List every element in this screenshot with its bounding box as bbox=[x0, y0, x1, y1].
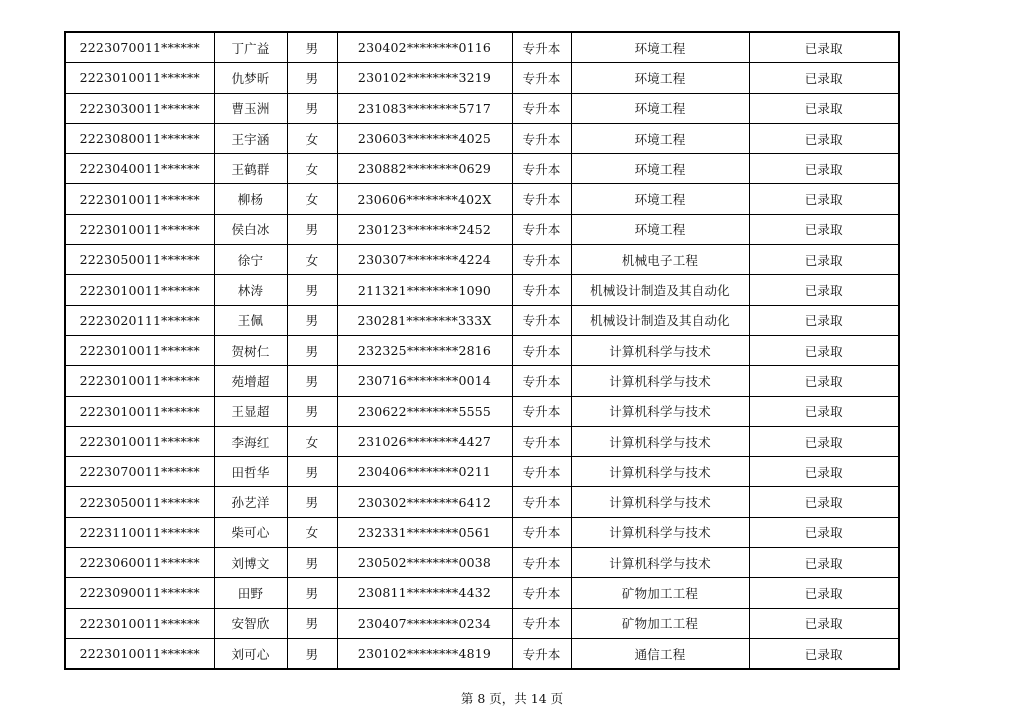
exam-id-cell: 2223060011****** bbox=[65, 548, 214, 578]
id-number-cell: 230606********402X bbox=[337, 184, 512, 214]
status-cell: 已录取 bbox=[749, 214, 899, 244]
major-cell: 矿物加工工程 bbox=[571, 578, 749, 608]
name-cell: 王显超 bbox=[214, 396, 287, 426]
gender-cell: 男 bbox=[287, 396, 337, 426]
major-cell: 计算机科学与技术 bbox=[571, 487, 749, 517]
status-cell: 已录取 bbox=[749, 93, 899, 123]
name-cell: 王宇涵 bbox=[214, 123, 287, 153]
exam-id-cell: 2223050011****** bbox=[65, 245, 214, 275]
name-cell: 柴可心 bbox=[214, 517, 287, 547]
current-page-number: 8 bbox=[477, 691, 486, 706]
level-cell: 专升本 bbox=[512, 305, 571, 335]
status-cell: 已录取 bbox=[749, 245, 899, 275]
gender-cell: 男 bbox=[287, 335, 337, 365]
id-number-cell: 230307********4224 bbox=[337, 245, 512, 275]
id-number-cell: 230123********2452 bbox=[337, 214, 512, 244]
major-cell: 矿物加工工程 bbox=[571, 608, 749, 638]
admission-roster bbox=[64, 31, 898, 670]
table-row bbox=[65, 184, 899, 214]
table-row bbox=[65, 123, 899, 153]
exam-id-cell: 2223030011****** bbox=[65, 93, 214, 123]
exam-id-cell: 2223010011****** bbox=[65, 63, 214, 93]
major-cell: 机械设计制造及其自动化 bbox=[571, 305, 749, 335]
status-cell: 已录取 bbox=[749, 457, 899, 487]
major-cell: 环境工程 bbox=[571, 32, 749, 63]
level-cell: 专升本 bbox=[512, 214, 571, 244]
table-row bbox=[65, 245, 899, 275]
id-number-cell: 230622********5555 bbox=[337, 396, 512, 426]
footer-suffix: 页 bbox=[546, 691, 564, 706]
level-cell: 专升本 bbox=[512, 335, 571, 365]
status-cell: 已录取 bbox=[749, 184, 899, 214]
gender-cell: 女 bbox=[287, 426, 337, 456]
major-cell: 环境工程 bbox=[571, 93, 749, 123]
table-row bbox=[65, 638, 899, 669]
roster-table bbox=[64, 31, 900, 670]
name-cell: 徐宁 bbox=[214, 245, 287, 275]
table-row bbox=[65, 154, 899, 184]
name-cell: 王鹤群 bbox=[214, 154, 287, 184]
exam-id-cell: 2223010011****** bbox=[65, 396, 214, 426]
major-cell: 计算机科学与技术 bbox=[571, 366, 749, 396]
exam-id-cell: 2223010011****** bbox=[65, 426, 214, 456]
gender-cell: 男 bbox=[287, 638, 337, 669]
id-number-cell: 232331********0561 bbox=[337, 517, 512, 547]
exam-id-cell: 2223070011****** bbox=[65, 32, 214, 63]
footer-prefix: 第 bbox=[460, 691, 478, 706]
name-cell: 柳杨 bbox=[214, 184, 287, 214]
gender-cell: 男 bbox=[287, 32, 337, 63]
roster-body bbox=[65, 32, 899, 669]
level-cell: 专升本 bbox=[512, 396, 571, 426]
major-cell: 计算机科学与技术 bbox=[571, 548, 749, 578]
name-cell: 贺树仁 bbox=[214, 335, 287, 365]
gender-cell: 男 bbox=[287, 608, 337, 638]
status-cell: 已录取 bbox=[749, 396, 899, 426]
name-cell: 刘可心 bbox=[214, 638, 287, 669]
gender-cell: 男 bbox=[287, 578, 337, 608]
level-cell: 专升本 bbox=[512, 184, 571, 214]
level-cell: 专升本 bbox=[512, 275, 571, 305]
id-number-cell: 230406********0211 bbox=[337, 457, 512, 487]
gender-cell: 男 bbox=[287, 457, 337, 487]
gender-cell: 女 bbox=[287, 123, 337, 153]
id-number-cell: 230716********0014 bbox=[337, 366, 512, 396]
name-cell: 田野 bbox=[214, 578, 287, 608]
gender-cell: 男 bbox=[287, 366, 337, 396]
level-cell: 专升本 bbox=[512, 245, 571, 275]
footer-middle: 页，共 bbox=[485, 691, 531, 706]
exam-id-cell: 2223040011****** bbox=[65, 154, 214, 184]
major-cell: 机械设计制造及其自动化 bbox=[571, 275, 749, 305]
total-page-count: 14 bbox=[530, 691, 547, 706]
major-cell: 计算机科学与技术 bbox=[571, 335, 749, 365]
exam-id-cell: 2223050011****** bbox=[65, 487, 214, 517]
name-cell: 侯白冰 bbox=[214, 214, 287, 244]
major-cell: 机械电子工程 bbox=[571, 245, 749, 275]
exam-id-cell: 2223110011****** bbox=[65, 517, 214, 547]
status-cell: 已录取 bbox=[749, 123, 899, 153]
id-number-cell: 230302********6412 bbox=[337, 487, 512, 517]
level-cell: 专升本 bbox=[512, 426, 571, 456]
exam-id-cell: 2223010011****** bbox=[65, 608, 214, 638]
level-cell: 专升本 bbox=[512, 487, 571, 517]
name-cell: 李海红 bbox=[214, 426, 287, 456]
major-cell: 计算机科学与技术 bbox=[571, 517, 749, 547]
level-cell: 专升本 bbox=[512, 366, 571, 396]
name-cell: 林涛 bbox=[214, 275, 287, 305]
gender-cell: 女 bbox=[287, 184, 337, 214]
table-row bbox=[65, 457, 899, 487]
id-number-cell: 230882********0629 bbox=[337, 154, 512, 184]
status-cell: 已录取 bbox=[749, 578, 899, 608]
level-cell: 专升本 bbox=[512, 638, 571, 669]
status-cell: 已录取 bbox=[749, 608, 899, 638]
table-row bbox=[65, 396, 899, 426]
gender-cell: 男 bbox=[287, 275, 337, 305]
exam-id-cell: 2223010011****** bbox=[65, 275, 214, 305]
exam-id-cell: 2223010011****** bbox=[65, 366, 214, 396]
gender-cell: 男 bbox=[287, 305, 337, 335]
table-row bbox=[65, 63, 899, 93]
status-cell: 已录取 bbox=[749, 366, 899, 396]
name-cell: 田哲华 bbox=[214, 457, 287, 487]
level-cell: 专升本 bbox=[512, 517, 571, 547]
table-row bbox=[65, 426, 899, 456]
exam-id-cell: 2223090011****** bbox=[65, 578, 214, 608]
exam-id-cell: 2223020111****** bbox=[65, 305, 214, 335]
table-row bbox=[65, 275, 899, 305]
major-cell: 计算机科学与技术 bbox=[571, 457, 749, 487]
exam-id-cell: 2223010011****** bbox=[65, 638, 214, 669]
gender-cell: 女 bbox=[287, 154, 337, 184]
status-cell: 已录取 bbox=[749, 517, 899, 547]
id-number-cell: 230811********4432 bbox=[337, 578, 512, 608]
id-number-cell: 230102********3219 bbox=[337, 63, 512, 93]
level-cell: 专升本 bbox=[512, 457, 571, 487]
name-cell: 曹玉洲 bbox=[214, 93, 287, 123]
status-cell: 已录取 bbox=[749, 32, 899, 63]
exam-id-cell: 2223010011****** bbox=[65, 214, 214, 244]
gender-cell: 男 bbox=[287, 487, 337, 517]
table-row bbox=[65, 548, 899, 578]
name-cell: 刘博文 bbox=[214, 548, 287, 578]
name-cell: 丁广益 bbox=[214, 32, 287, 63]
level-cell: 专升本 bbox=[512, 608, 571, 638]
name-cell: 安智欣 bbox=[214, 608, 287, 638]
major-cell: 计算机科学与技术 bbox=[571, 426, 749, 456]
level-cell: 专升本 bbox=[512, 123, 571, 153]
status-cell: 已录取 bbox=[749, 638, 899, 669]
major-cell: 计算机科学与技术 bbox=[571, 396, 749, 426]
gender-cell: 女 bbox=[287, 245, 337, 275]
page-footer bbox=[0, 689, 1024, 707]
table-row bbox=[65, 32, 899, 63]
level-cell: 专升本 bbox=[512, 154, 571, 184]
gender-cell: 男 bbox=[287, 93, 337, 123]
exam-id-cell: 2223080011****** bbox=[65, 123, 214, 153]
level-cell: 专升本 bbox=[512, 63, 571, 93]
name-cell: 孙艺洋 bbox=[214, 487, 287, 517]
status-cell: 已录取 bbox=[749, 154, 899, 184]
table-row bbox=[65, 366, 899, 396]
name-cell: 王佩 bbox=[214, 305, 287, 335]
id-number-cell: 230281********333X bbox=[337, 305, 512, 335]
major-cell: 环境工程 bbox=[571, 184, 749, 214]
table-row bbox=[65, 517, 899, 547]
id-number-cell: 230502********0038 bbox=[337, 548, 512, 578]
id-number-cell: 232325********2816 bbox=[337, 335, 512, 365]
table-row bbox=[65, 305, 899, 335]
id-number-cell: 231083********5717 bbox=[337, 93, 512, 123]
level-cell: 专升本 bbox=[512, 32, 571, 63]
level-cell: 专升本 bbox=[512, 578, 571, 608]
gender-cell: 女 bbox=[287, 517, 337, 547]
id-number-cell: 230603********4025 bbox=[337, 123, 512, 153]
status-cell: 已录取 bbox=[749, 548, 899, 578]
name-cell: 苑增超 bbox=[214, 366, 287, 396]
table-row bbox=[65, 487, 899, 517]
level-cell: 专升本 bbox=[512, 93, 571, 123]
exam-id-cell: 2223010011****** bbox=[65, 184, 214, 214]
table-row bbox=[65, 214, 899, 244]
status-cell: 已录取 bbox=[749, 63, 899, 93]
major-cell: 环境工程 bbox=[571, 123, 749, 153]
major-cell: 环境工程 bbox=[571, 63, 749, 93]
table-row bbox=[65, 608, 899, 638]
id-number-cell: 230402********0116 bbox=[337, 32, 512, 63]
major-cell: 通信工程 bbox=[571, 638, 749, 669]
exam-id-cell: 2223010011****** bbox=[65, 335, 214, 365]
id-number-cell: 230407********0234 bbox=[337, 608, 512, 638]
major-cell: 环境工程 bbox=[571, 154, 749, 184]
level-cell: 专升本 bbox=[512, 548, 571, 578]
status-cell: 已录取 bbox=[749, 305, 899, 335]
exam-id-cell: 2223070011****** bbox=[65, 457, 214, 487]
id-number-cell: 230102********4819 bbox=[337, 638, 512, 669]
id-number-cell: 211321********1090 bbox=[337, 275, 512, 305]
table-row bbox=[65, 335, 899, 365]
status-cell: 已录取 bbox=[749, 275, 899, 305]
name-cell: 仇梦昕 bbox=[214, 63, 287, 93]
id-number-cell: 231026********4427 bbox=[337, 426, 512, 456]
status-cell: 已录取 bbox=[749, 487, 899, 517]
status-cell: 已录取 bbox=[749, 335, 899, 365]
status-cell: 已录取 bbox=[749, 426, 899, 456]
gender-cell: 男 bbox=[287, 63, 337, 93]
table-row bbox=[65, 93, 899, 123]
table-row bbox=[65, 578, 899, 608]
major-cell: 环境工程 bbox=[571, 214, 749, 244]
gender-cell: 男 bbox=[287, 214, 337, 244]
gender-cell: 男 bbox=[287, 548, 337, 578]
